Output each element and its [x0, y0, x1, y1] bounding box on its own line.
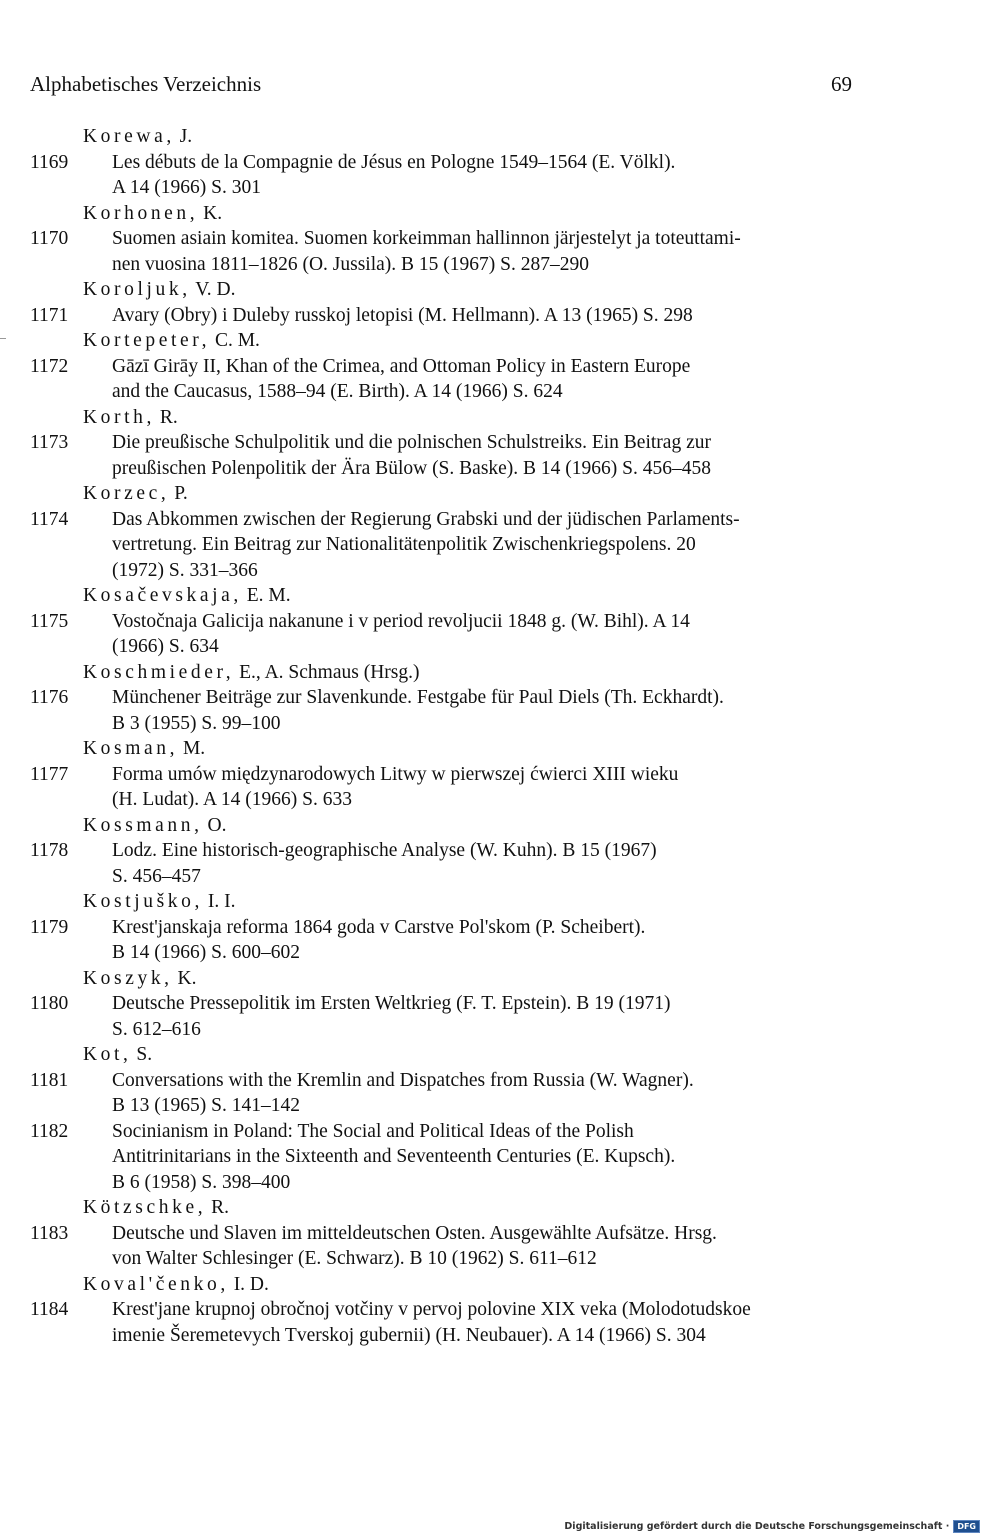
author-surname: Korth, — [83, 406, 155, 428]
author-heading — [30, 1042, 890, 1068]
entry-number: 1171 — [30, 304, 69, 326]
author-surname: Kötzschke, — [83, 1197, 207, 1218]
page-number: 69 — [831, 72, 852, 96]
entry-text-line: Krest'janskaja reforma 1864 goda v Carstve Pol'skom (P. Scheibert). — [112, 916, 646, 938]
author-surname: Kot, — [83, 1044, 132, 1065]
author-surname: Korzec, — [83, 483, 170, 504]
entry-number: 1172 — [30, 355, 69, 377]
index-entry — [30, 150, 890, 201]
author-initials: I. D. — [228, 1273, 269, 1295]
footer-text: Digitalisierung gefördert durch die Deutsche Forschungsgemeinschaft · — [564, 1520, 950, 1532]
entry-text-line: Conversations with the Kremlin and Dispatches from Russia (W. Wagner). — [112, 1069, 694, 1091]
author-heading — [30, 328, 890, 354]
author-heading — [30, 660, 890, 686]
author-heading — [30, 481, 890, 507]
index-entry — [30, 685, 890, 736]
entry-number: 1174 — [30, 508, 69, 530]
entry-text-line: von Walter Schlesinger (E. Schwarz). B 10 (1962) S. 611–612 — [112, 1248, 597, 1269]
entry-text-line: Forma umów międzynarodowych Litwy w pierwszej ćwierci XIII wieku — [112, 763, 679, 785]
entry-number: 1182 — [30, 1120, 69, 1142]
author-initials: P. — [169, 483, 188, 504]
dfg-logo: DFG — [953, 1520, 980, 1533]
entry-text-line: B 14 (1966) S. 600–602 — [112, 942, 300, 963]
author-initials: R. — [206, 1197, 229, 1218]
author-initials: I. I. — [202, 891, 236, 912]
entry-number: 1173 — [30, 432, 69, 453]
entry-number: 1179 — [30, 916, 69, 938]
entry-text-line: Deutsche Pressepolitik im Ersten Weltkrieg (F. T. Epstein). B 19 (1971) — [112, 993, 671, 1014]
entry-text-line: S. 612–616 — [112, 1018, 201, 1040]
entry-text-line: nen vuosina 1811–1826 (O. Jussila). B 15 (1967) S. 287–290 — [112, 253, 590, 275]
index-entry — [30, 762, 890, 813]
author-heading — [30, 813, 890, 839]
author-heading — [30, 1272, 890, 1298]
author-surname: Koval'čenko, — [83, 1273, 229, 1295]
entry-text-line: imenie Šeremetevych Tverskoj gubernii) (H. Neubauer). A 14 (1966) S. 304 — [112, 1324, 706, 1346]
entry-text-line: Die preußische Schulpolitik und die polnischen Schulstreiks. Ein Beitrag zur — [112, 432, 711, 453]
author-initials: R. — [154, 406, 178, 428]
index-entry — [30, 226, 890, 277]
entry-number: 1176 — [30, 687, 69, 708]
entry-text-line: B 3 (1955) S. 99–100 — [112, 712, 281, 734]
author-surname: Kosačevskaja, — [83, 585, 242, 606]
entry-text-line: Deutsche und Slaven im mitteldeutschen Osten. Ausgewählte Aufsätze. Hrsg. — [112, 1222, 717, 1244]
index-entry — [30, 303, 890, 329]
entry-text-line: (1972) S. 331–366 — [112, 559, 258, 581]
author-initials: K. — [172, 967, 197, 989]
author-initials: C. M. — [210, 330, 260, 351]
author-heading — [30, 889, 890, 915]
entry-text-line: Vostočnaja Galicija nakanune i v period revoljucii 1848 g. (W. Bihl). A 14 — [112, 610, 690, 632]
entry-number: 1184 — [30, 1299, 69, 1320]
entry-text-line: Gāzī Girāy II, Khan of the Crimea, and Ottoman Policy in Eastern Europe — [112, 355, 691, 377]
author-heading — [30, 736, 890, 762]
entry-number: 1181 — [30, 1069, 69, 1091]
index-entries — [30, 124, 890, 1348]
author-initials: M. — [178, 738, 206, 759]
author-heading — [30, 405, 890, 431]
entry-text-line: (1966) S. 634 — [112, 636, 219, 657]
index-entry — [30, 1119, 890, 1196]
entry-text-line: B 13 (1965) S. 141–142 — [112, 1095, 300, 1116]
running-title: Alphabetisches Verzeichnis — [30, 72, 262, 96]
entry-text-line: Suomen asiain komitea. Suomen korkeimman hallinnon järjestelyt ja toteuttami- — [112, 228, 741, 249]
author-heading — [30, 277, 890, 303]
entry-text-line: Krest'jane krupnoj obročnoj votčiny v pervoj polovine XIX veka (Molodotudskoe — [112, 1299, 751, 1320]
author-surname: Koroljuk, — [83, 279, 191, 300]
author-initials: S. — [131, 1044, 153, 1065]
entry-text-line: Les débuts de la Compagnie de Jésus en Pologne 1549–1564 (E. Völkl). — [112, 151, 676, 173]
author-surname: Koschmieder, — [83, 661, 235, 683]
entry-number: 1178 — [30, 840, 69, 861]
author-initials: K. — [198, 202, 223, 224]
entry-text-line: B 6 (1958) S. 398–400 — [112, 1171, 291, 1193]
index-entry — [30, 1221, 890, 1272]
author-initials: E., A. Schmaus (Hrsg.) — [234, 661, 420, 683]
entry-text-line: preußischen Polenpolitik der Ära Bülow (S. Baske). B 14 (1966) S. 456–458 — [112, 457, 712, 479]
entry-text-line: Das Abkommen zwischen der Regierung Grabski und der jüdischen Parlaments- — [112, 508, 740, 530]
author-initials: E. M. — [241, 585, 291, 606]
index-entry — [30, 991, 890, 1042]
author-heading — [30, 966, 890, 992]
entry-number: 1183 — [30, 1222, 69, 1244]
author-initials: V. D. — [190, 279, 236, 300]
entry-number: 1177 — [30, 763, 69, 785]
page-header — [30, 72, 852, 102]
entry-number: 1169 — [30, 151, 69, 173]
index-entry — [30, 354, 890, 405]
entry-text-line: A 14 (1966) S. 301 — [112, 177, 261, 198]
entry-text-line: Socinianism in Poland: The Social and Political Ideas of the Polish — [112, 1120, 634, 1142]
entry-text-line: Avary (Obry) i Duleby russkoj letopisi (M. Hellmann). A 13 (1965) S. 298 — [112, 304, 693, 326]
author-surname: Koszyk, — [83, 967, 173, 989]
digitization-footer — [564, 1518, 980, 1534]
index-entry — [30, 507, 890, 584]
entry-text-line: Münchener Beiträge zur Slavenkunde. Festgabe für Paul Diels (Th. Eckhardt). — [112, 687, 724, 708]
index-entry — [30, 838, 890, 889]
scan-edge-mark — [0, 338, 6, 339]
author-initials: O. — [202, 814, 227, 836]
index-entry — [30, 915, 890, 966]
index-entry — [30, 1297, 890, 1348]
author-heading — [30, 124, 890, 150]
entry-text-line: (H. Ludat). A 14 (1966) S. 633 — [112, 789, 352, 810]
index-entry — [30, 430, 890, 481]
index-entry — [30, 1068, 890, 1119]
author-surname: Kostjuško, — [83, 891, 203, 912]
author-heading — [30, 583, 890, 609]
entry-number: 1175 — [30, 610, 69, 632]
author-surname: Kortepeter, — [83, 330, 211, 351]
entry-number: 1170 — [30, 228, 69, 249]
entry-text-line: vertretung. Ein Beitrag zur Nationalitätenpolitik Zwischenkriegspolens. 20 — [112, 534, 696, 555]
author-surname: Korhonen, — [83, 202, 199, 224]
entry-number: 1180 — [30, 993, 69, 1014]
author-heading — [30, 1195, 890, 1221]
entry-text-line: Antitrinitarians in the Sixteenth and Seventeenth Centuries (E. Kupsch). — [112, 1146, 676, 1167]
author-surname: Korewa, — [83, 126, 175, 147]
index-entry — [30, 609, 890, 660]
entry-text-line: S. 456–457 — [112, 865, 201, 887]
author-heading — [30, 201, 890, 227]
entry-text-line: and the Caucasus, 1588–94 (E. Birth). A 14 (1966) S. 624 — [112, 381, 563, 402]
entry-text-line: Lodz. Eine historisch-geographische Analyse (W. Kuhn). B 15 (1967) — [112, 840, 657, 861]
author-initials: J. — [174, 126, 193, 147]
author-surname: Kosman, — [83, 738, 179, 759]
author-surname: Kossmann, — [83, 814, 203, 836]
